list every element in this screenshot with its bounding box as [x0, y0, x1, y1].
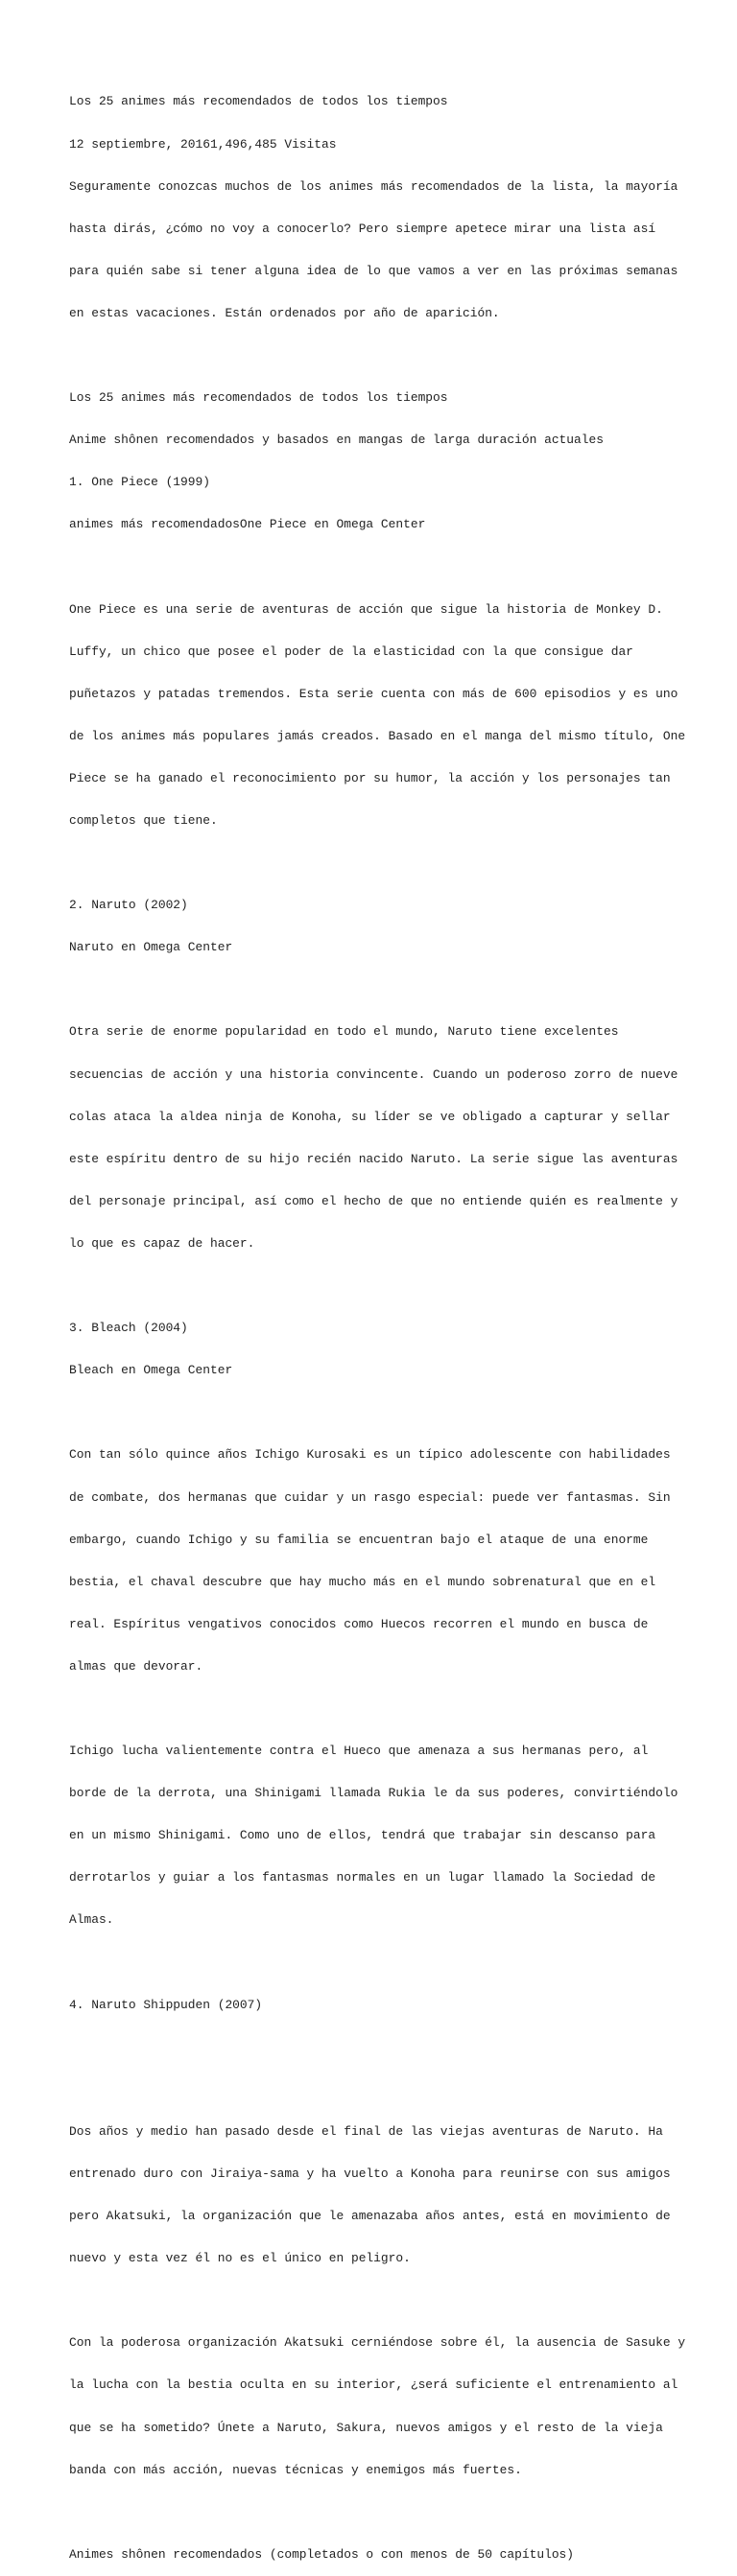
blank-line [69, 2041, 679, 2055]
blank-line [69, 983, 679, 997]
blank-line [69, 2083, 679, 2097]
paragraph-line: bestia, el chaval descubre que hay mucho más en el mundo sobrenatural que en el [69, 1574, 656, 1589]
blank-line [69, 1406, 679, 1420]
blank-line [69, 560, 679, 574]
image-caption: animes más recomendadosOne Piece en Omega Center [69, 517, 426, 532]
image-caption: Bleach en Omega Center [69, 1363, 233, 1378]
paragraph-line: Almas. [69, 1912, 114, 1928]
paragraph-line: Con tan sólo quince años Ichigo Kurosaki es un típico adolescente con habilidades [69, 1447, 671, 1463]
date-and-views: 12 septiembre, 20161,496,485 Visitas [69, 136, 337, 152]
paragraph-line: nuevo y esta vez él no es el único en peligro. [69, 2251, 411, 2266]
paragraph-line: Luffy, un chico que posee el poder de la elasticidad con la que consigue dar [69, 644, 633, 659]
paragraph-line: que se ha sometido? Únete a Naruto, Sakura, nuevos amigos y el resto de la vieja [69, 2420, 663, 2435]
paragraph-line: del personaje principal, así como el hecho de que no entiende quién es realmente y [69, 1193, 678, 1208]
paragraph-line: de los animes más populares jamás creados. Basado en el manga del mismo título, One [69, 728, 686, 743]
intro-line: hasta dirás, ¿cómo no voy a conocerlo? Pero siempre apetece mirar una lista así [69, 221, 656, 236]
paragraph-line: lo que es capaz de hacer. [69, 1235, 255, 1251]
paragraph-line: borde de la derrota, una Shinigami llamada Rukia le da sus poderes, convirtiéndolo [69, 1786, 678, 1801]
paragraph-line: entrenado duro con Jiraiya-sama y ha vuelto a Konoha para reunirse con sus amigos [69, 2166, 671, 2181]
intro-line: en estas vacaciones. Están ordenados por año de aparición. [69, 305, 500, 320]
blank-line [69, 349, 679, 363]
list-item-heading: 1. One Piece (1999) [69, 475, 210, 490]
paragraph-line: de combate, dos hermanas que cuidar y un rasgo especial: puede ver fantasmas. Sin [69, 1489, 671, 1505]
paragraph-line: completos que tiene. [69, 813, 218, 828]
blank-line [69, 1956, 679, 1971]
paragraph-line: almas que devorar. [69, 1658, 203, 1674]
paragraph-line: en un mismo Shinigami. Como uno de ellos, tendrá que trabajar sin descanso para [69, 1828, 656, 1843]
image-caption: Naruto en Omega Center [69, 940, 233, 955]
paragraph-line: Otra serie de enorme popularidad en todo el mundo, Naruto tiene excelentes [69, 1024, 619, 1040]
intro-line: Seguramente conozcas muchos de los animes más recomendados de la lista, la mayoría [69, 178, 678, 194]
intro-line: para quién sabe si tener alguna idea de lo que vamos a ver en las próximas semanas [69, 263, 678, 278]
paragraph-line: Dos años y medio han pasado desde el final de las viejas aventuras de Naruto. Ha [69, 2123, 663, 2139]
paragraph-line: real. Espíritus vengativos conocidos como Huecos recorren el mundo en busca de [69, 1616, 649, 1631]
paragraph-line: pero Akatsuki, la organización que le amenazaba años antes, está en movimiento de [69, 2209, 671, 2224]
blank-line [69, 1279, 679, 1294]
list-item-heading: 3. Bleach (2004) [69, 1321, 188, 1336]
paragraph-line: One Piece es una serie de aventuras de acción que sigue la historia de Monkey D. [69, 601, 663, 617]
document-title: Los 25 animes más recomendados de todos los tiempos [69, 94, 448, 109]
section-heading: Los 25 animes más recomendados de todos los tiempos [69, 390, 448, 406]
blank-line [69, 856, 679, 871]
paragraph-line: Con la poderosa organización Akatsuki cerniéndose sobre él, la ausencia de Sasuke y [69, 2335, 686, 2351]
blank-line [69, 2294, 679, 2308]
subsection-heading: Anime shônen recomendados y basados en mangas de larga duración actuales [69, 433, 604, 448]
section-heading: Animes shônen recomendados (completados o con menos de 50 capítulos) [69, 2546, 575, 2562]
paragraph-line: Piece se ha ganado el reconocimiento por su humor, la acción y los personajes tan [69, 770, 671, 785]
paragraph-line: la lucha con la bestia oculta en su interior, ¿será suficiente el entrenamiento al [69, 2377, 678, 2393]
blank-line [69, 2506, 679, 2520]
paragraph-line: embargo, cuando Ichigo y su familia se encuentran bajo el ataque de una enorme [69, 1532, 649, 1547]
paragraph-line: banda con más acción, nuevas técnicas y enemigos más fuertes. [69, 2462, 522, 2477]
paragraph-line: Ichigo lucha valientemente contra el Hueco que amenaza a sus hermanas pero, al [69, 1744, 649, 1759]
paragraph-line: puñetazos y patadas tremendos. Esta serie cuenta con más de 600 episodios y es uno [69, 686, 678, 701]
list-item-heading: 2. Naruto (2002) [69, 898, 188, 913]
blank-line [69, 1702, 679, 1717]
list-item-heading: 4. Naruto Shippuden (2007) [69, 1997, 263, 2012]
paragraph-line: este espíritu dentro de su hijo recién nacido Naruto. La serie sigue las aventuras [69, 1151, 678, 1166]
paragraph-line: colas ataca la aldea ninja de Konoha, su líder se ve obligado a capturar y sellar [69, 1109, 671, 1124]
paragraph-line: derrotarlos y guiar a los fantasmas normales en un lugar llamado la Sociedad de [69, 1870, 656, 1885]
paragraph-line: secuencias de acción y una historia convincente. Cuando un poderoso zorro de nueve [69, 1066, 678, 1082]
